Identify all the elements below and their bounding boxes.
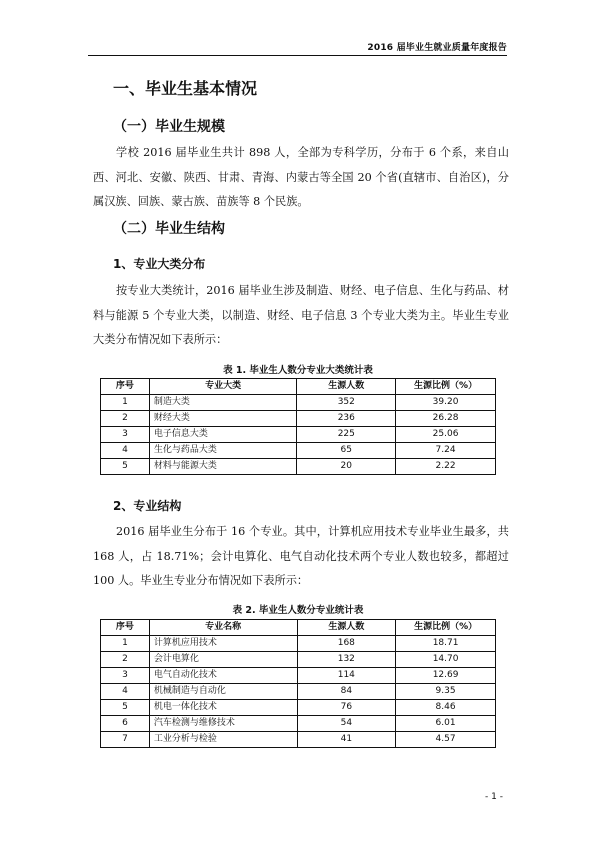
cell-count: 20: [297, 459, 396, 475]
cell-index: 1: [101, 636, 150, 652]
cell-category: 材料与能源大类: [149, 459, 297, 475]
paragraph-major-structure: 2016 届毕业生分布于 16 个专业。其中，计算机应用技术专业毕业生最多，共 168 人，占 18.71%；会计电算化、电气自动化技术两个专业人数也较多，都超过 100 人。毕业生专业分布情况如下表所示：: [93, 525, 509, 587]
cell-category: 财经大类: [149, 411, 297, 427]
cell-count: 54: [297, 716, 396, 732]
header-count: 生源人数: [297, 379, 396, 395]
paragraph-major-category: 按专业大类统计，2016 届毕业生涉及制造、财经、电子信息、生化与药品、材料与能源 5 个专业大类，以制造、财经、电子信息 3 个专业大类为主。毕业生专业大类分布情况如下表所示：: [93, 284, 509, 346]
cell-ratio: 4.57: [396, 732, 496, 748]
header-index: 序号: [101, 379, 150, 395]
table-row: [101, 652, 496, 668]
header-index: 序号: [101, 620, 150, 636]
cell-count: 76: [297, 700, 396, 716]
cell-major: 汽车检测与维修技术: [149, 716, 297, 732]
table-major-category: [100, 378, 496, 475]
cell-count: 41: [297, 732, 396, 748]
cell-category: 制造大类: [149, 395, 297, 411]
table-header-row: [101, 620, 496, 636]
cell-category: 电子信息大类: [149, 427, 297, 443]
table-row: [101, 459, 496, 475]
cell-index: 4: [101, 443, 150, 459]
table2-caption: 表 2. 毕业生人数分专业统计表: [232, 605, 364, 616]
subsection-title-structure: （二）毕业生结构: [113, 221, 225, 237]
cell-ratio: 18.71: [396, 636, 496, 652]
cell-major: 工业分析与检验: [149, 732, 297, 748]
table-row: [101, 732, 496, 748]
cell-ratio: 14.70: [396, 652, 496, 668]
cell-index: 2: [101, 652, 150, 668]
cell-ratio: 7.24: [396, 443, 496, 459]
cell-index: 5: [101, 700, 150, 716]
header-divider: [88, 55, 507, 56]
report-header-title: 2016 届毕业生就业质量年度报告: [367, 43, 507, 53]
table-row: [101, 427, 496, 443]
heading-major-structure: 2、专业结构: [113, 499, 182, 513]
cell-count: 65: [297, 443, 396, 459]
cell-ratio: 12.69: [396, 668, 496, 684]
table-header-row: [101, 379, 496, 395]
cell-ratio: 26.28: [396, 411, 496, 427]
cell-index: 7: [101, 732, 150, 748]
header-count: 生源人数: [297, 620, 396, 636]
cell-ratio: 6.01: [396, 716, 496, 732]
cell-ratio: 39.20: [396, 395, 496, 411]
table-row: [101, 716, 496, 732]
section-title: 一、毕业生基本情况: [113, 79, 258, 98]
table-row: [101, 636, 496, 652]
cell-count: 225: [297, 427, 396, 443]
paragraph-scale: 学校 2016 届毕业生共计 898 人，全部为专科学历，分布于 6 个系，来自山西、河北、安徽、陕西、甘肃、青海、内蒙古等全国 20 个省(直辖市、自治区)，分属汉族、回族、蒙古族、苗族等 8 个民族。: [93, 146, 509, 208]
table-row: [101, 668, 496, 684]
cell-category: 生化与药品大类: [149, 443, 297, 459]
cell-major: 机电一体化技术: [149, 700, 297, 716]
cell-index: 6: [101, 716, 150, 732]
table-major-distribution: [100, 619, 496, 748]
cell-index: 1: [101, 395, 150, 411]
header-category: 专业大类: [149, 379, 297, 395]
cell-index: 5: [101, 459, 150, 475]
table-row: [101, 395, 496, 411]
table1-caption: 表 1. 毕业生人数分专业大类统计表: [223, 365, 373, 376]
cell-major: 计算机应用技术: [149, 636, 297, 652]
table-row: [101, 700, 496, 716]
subsection-title-scale: （一）毕业生规模: [113, 119, 225, 135]
table-row: [101, 411, 496, 427]
cell-count: 236: [297, 411, 396, 427]
cell-ratio: 8.46: [396, 700, 496, 716]
cell-ratio: 2.22: [396, 459, 496, 475]
cell-major: 会计电算化: [149, 652, 297, 668]
table-row: [101, 443, 496, 459]
cell-count: 114: [297, 668, 396, 684]
header-ratio: 生源比例（%）: [396, 379, 496, 395]
page-number: - 1 -: [485, 792, 503, 802]
cell-major: 电气自动化技术: [149, 668, 297, 684]
cell-ratio: 25.06: [396, 427, 496, 443]
cell-index: 4: [101, 684, 150, 700]
header-major: 专业名称: [149, 620, 297, 636]
table-row: [101, 684, 496, 700]
cell-index: 3: [101, 427, 150, 443]
cell-ratio: 9.35: [396, 684, 496, 700]
cell-count: 168: [297, 636, 396, 652]
cell-count: 132: [297, 652, 396, 668]
heading-major-category: 1、专业大类分布: [113, 257, 206, 271]
cell-count: 84: [297, 684, 396, 700]
header-ratio: 生源比例（%）: [396, 620, 496, 636]
cell-index: 2: [101, 411, 150, 427]
cell-count: 352: [297, 395, 396, 411]
cell-index: 3: [101, 668, 150, 684]
cell-major: 机械制造与自动化: [149, 684, 297, 700]
